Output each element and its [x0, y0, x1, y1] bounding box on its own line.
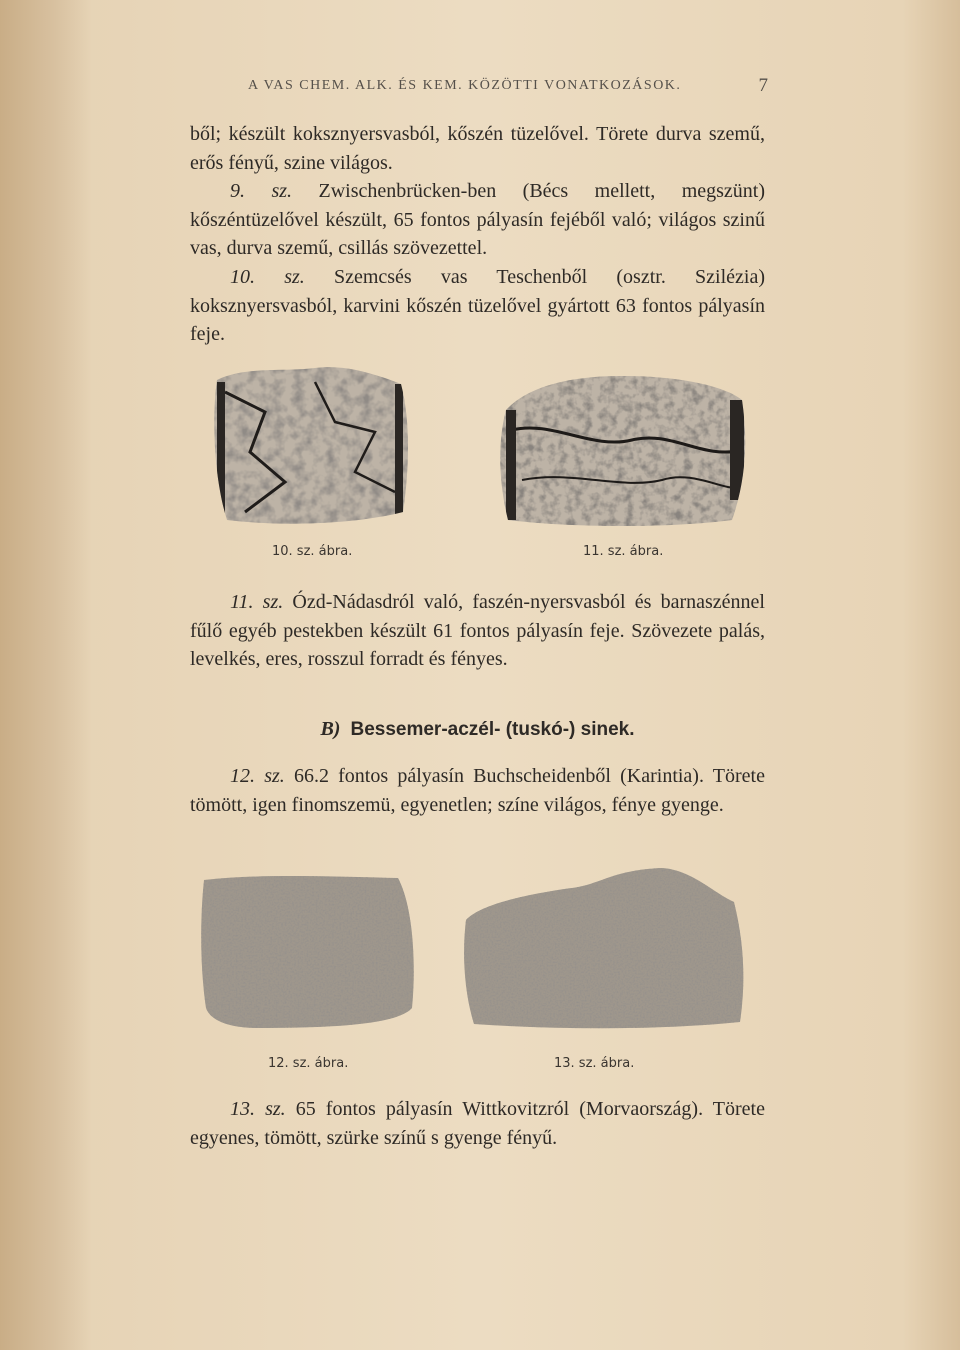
specimen-label: 12. sz.: [230, 765, 285, 787]
section-title-text: Bessemer-aczél- (tuskó-) sinek.: [350, 719, 635, 740]
figure-11-fracture-image: [492, 370, 750, 530]
figure-13-caption: 13. sz. ábra.: [554, 1056, 635, 1071]
section-heading: [190, 718, 765, 741]
paragraph-specimen-9: [190, 177, 765, 263]
paragraph-specimen-13: [190, 1095, 765, 1152]
fracture-illustration: [198, 868, 420, 1036]
page-number: 7: [758, 75, 768, 96]
figure-12-fracture-image: [198, 868, 420, 1036]
specimen-label: 9. sz.: [230, 180, 293, 202]
paragraph-text: 65 fontos pályasín Wittkovitzról (Morvaország). Törete egyenes, tömött, szürke színű s gyenge fényű.: [190, 1098, 765, 1149]
section-letter: B): [320, 718, 341, 740]
fracture-illustration: [205, 362, 415, 530]
paragraph-text: ből; készült koksznyersvasból, kőszén tüzelővel. Törete durva szemű, erős fényű, szine világos.: [190, 123, 765, 174]
specimen-label: 13. sz.: [230, 1098, 286, 1120]
paragraph-specimen-11: [190, 588, 765, 674]
paragraph-text: 66.2 fontos pályasín Buchscheidenből (Karintia). Törete tömött, igen finomszemü, egyenetlen; színe világos, fénye gyenge.: [190, 765, 765, 816]
page-edge-shadow: [0, 0, 92, 1350]
specimen-label: 10. sz.: [230, 266, 305, 288]
paragraph-text: Zwischenbrücken-ben (Bécs mellett, megszünt) kőszéntüzelővel készült, 65 fontos pályasín fejéből való; világos szinű vas, durva szemű, csillás szövezettel.: [190, 180, 765, 259]
paragraph-specimen-12: [190, 762, 765, 819]
fracture-illustration: [492, 370, 750, 530]
paragraph-specimen-10: [190, 263, 765, 349]
running-header: [248, 75, 768, 102]
figure-11-caption: 11. sz. ábra.: [583, 544, 664, 559]
figure-10-caption: 10. sz. ábra.: [272, 544, 353, 559]
paragraph-text: Ózd-Nádasdról való, faszén-nyersvasból és barnaszénnel fűlő egyéb pestekben készült 61 fontos pályasín feje. Szövezete palás, levelkés, eres, rosszul forradt és fényes.: [190, 591, 765, 670]
figure-10-fracture-image: [205, 362, 415, 530]
fracture-illustration: [462, 862, 748, 1034]
paragraph-continuation: [190, 120, 765, 177]
figure-12-caption: 12. sz. ábra.: [268, 1056, 349, 1071]
running-title: A VAS CHEM. ALK. ÉS KEM. KÖZÖTTI VONATKOZÁSOK.: [248, 78, 682, 93]
figure-13-fracture-image: [462, 862, 748, 1034]
specimen-label: 11. sz.: [230, 591, 284, 613]
paragraph-text: Szemcsés vas Teschenből (osztr. Szilézia) koksznyersvasból, karvini kőszén tüzelővel gyártott 63 fontos pályasín feje.: [190, 266, 765, 345]
